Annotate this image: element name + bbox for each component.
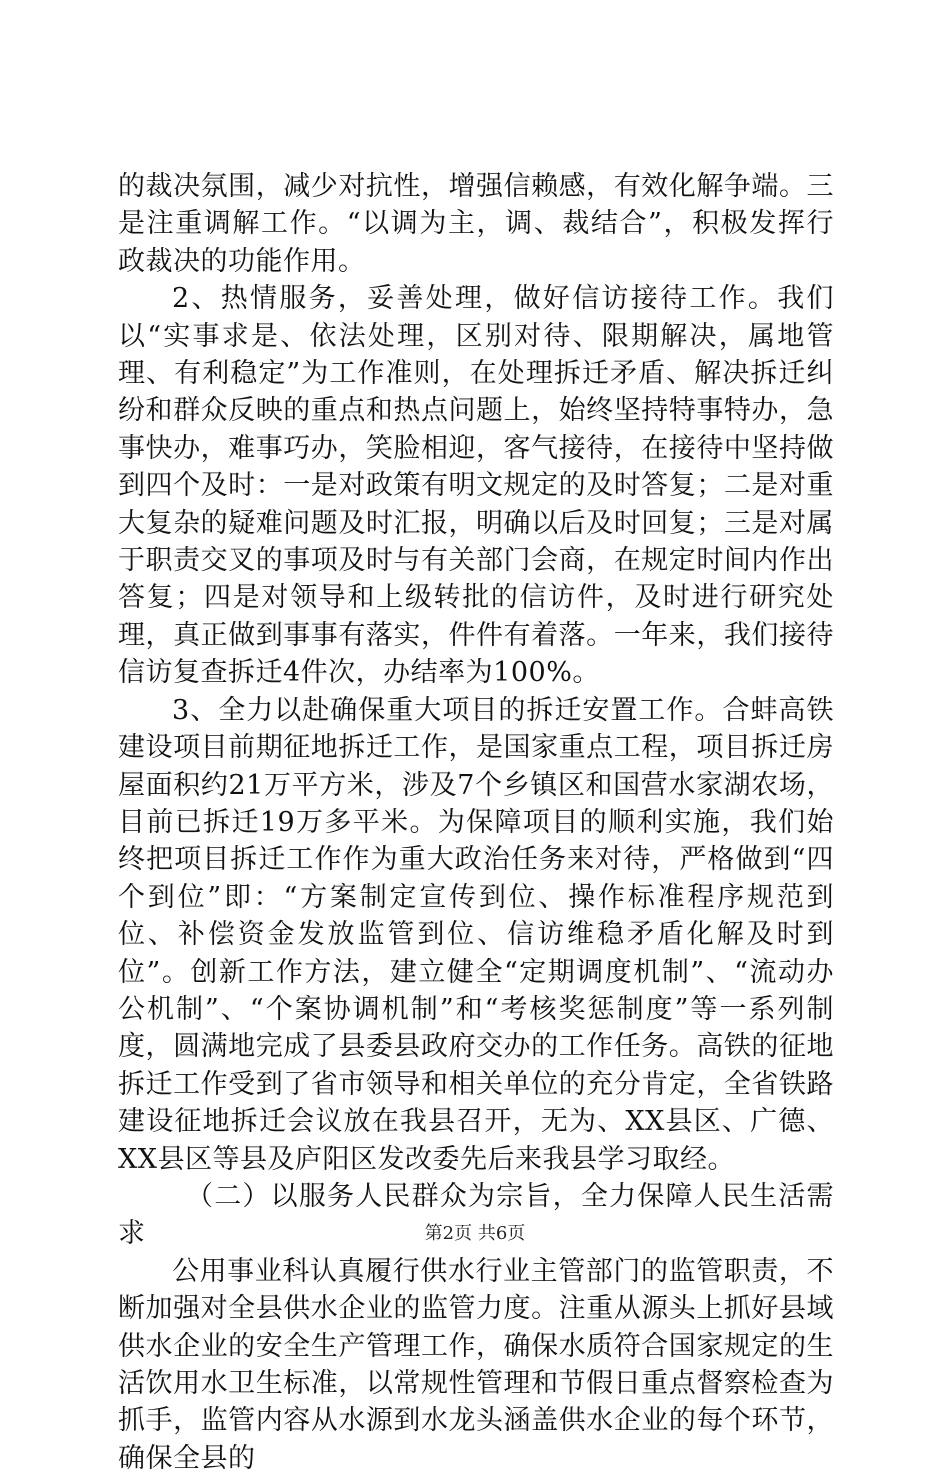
section-heading-serve-people: （二）以服务人民群众为宗旨，全力保障人民生活需求	[118, 1180, 834, 1250]
paragraph-petition-service: 2、热情服务，妥善处理，做好信访接待工作。我们以“实事求是、依法处理，区别对待、限期解决，属地管理、有利稳定”为工作准则，在处理拆迁矛盾、解决拆迁纠纷和群众反映的重点和热点问题上，始终坚持特事特办，急事快办，难事巧办，笑脸相迎，客气接待，在接待中坚持做到四个及时：一是对政策有明文规定的及时答复；二是对重大复杂的疑难问题及时汇报，明确以后及时回复；三是对属于职责交叉的事项及时与有关部门会商，在规定时间内作出答复；四是对领导和上级转批的信访件，及时进行研究处理，真正做到事事有落实，件件有着落。一年来，我们接待信访复查拆迁4件次，办结率为100%。	[118, 283, 834, 689]
page-number-footer: 第2页 共6页	[424, 1223, 526, 1244]
paragraph-major-project-relocation: 3、全力以赴确保重大项目的拆迁安置工作。合蚌高铁建设项目前期征地拆迁工作，是国家重点工程，项目拆迁房屋面积约21万平方米，涉及7个乡镇区和国营水家湖农场，目前已拆迁19万多平米。为保障项目的顺利实施，我们始终把项目拆迁工作作为重大政治任务来对待，严格做到“四个到位”即：“方案制定宣传到位、操作标准程序规范到位、补偿资金发放监管到位、信访维稳矛盾化解及时到位”。创新工作方法，建立健全“定期调度机制”、“流动办公机制”、“个案协调机制”和“考核奖惩制度”等一系列制度，圆满地完成了县委县政府交办的工作任务。高铁的征地拆迁工作受到了省市领导和相关单位的充分肯定，全省铁路建设征地拆迁会议放在我县召开，无为、XX县区、广德、XX县区等县及庐阳区发改委先后来我县学习取经。	[118, 694, 834, 1175]
document-body	[118, 168, 834, 1477]
paragraph-ruling-atmosphere: 的裁决氛围，减少对抗性，增强信赖感，有效化解争端。三是注重调解工作。“以调为主，调、裁结合”，积极发挥行政裁决的功能作用。	[118, 171, 834, 277]
paragraph-water-supply-supervision: 公用事业科认真履行供水行业主管部门的监管职责，不断加强对全县供水企业的监管力度。注重从源头上抓好县域供水企业的安全生产管理工作，确保水质符合国家规定的生活饮用水卫生标准，以常规性管理和节假日重点督察检查为抓手，监管内容从水源到水龙头涵盖供水企业的每个环节，确保全县的	[118, 1255, 834, 1474]
